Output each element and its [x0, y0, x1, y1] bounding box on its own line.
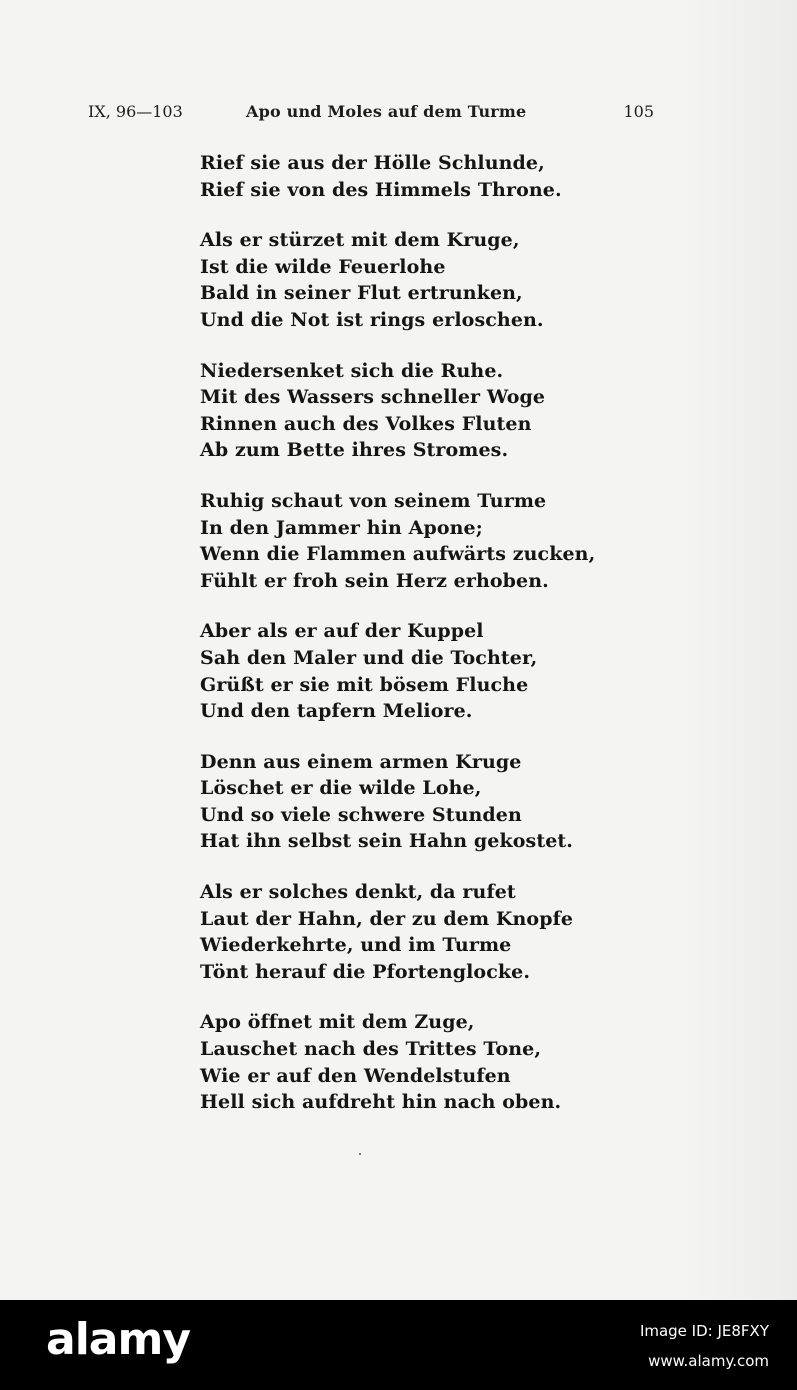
watermark-bar	[0, 1300, 797, 1390]
running-header	[88, 102, 654, 128]
poem-line: Wenn die Flammen aufwärts zucken,	[200, 543, 596, 566]
poem-line: Lauschet nach des Trittes Tone,	[200, 1038, 542, 1061]
poem-line: Rief sie aus der Hölle Schlunde,	[200, 152, 545, 174]
poem-line: Und so viele schwere Stunden	[200, 803, 522, 826]
poem-line: In den Jammer hin Apone;	[200, 516, 483, 539]
poem-line: Niedersenket sich die Ruhe.	[200, 359, 504, 382]
poem-line: Laut der Hahn, der zu dem Knopfe	[200, 907, 574, 930]
page-edge-shading	[677, 0, 797, 1300]
poem-line: Mit des Wassers schneller Woge	[200, 386, 546, 409]
header-title: Apo und Moles auf dem Turme	[246, 102, 527, 121]
poem-line: Und die Not ist rings erloschen.	[200, 308, 544, 331]
poem-line: Ab zum Bette ihres Stromes.	[200, 439, 509, 462]
poem-line: Aber als er auf der Kuppel	[200, 620, 484, 643]
poem-line: Tönt herauf die Pfortenglocke.	[200, 960, 531, 983]
stanza	[200, 1009, 580, 1115]
stanza	[200, 488, 596, 594]
poem-line: Rief sie von des Himmels Throne.	[200, 178, 562, 201]
poem-line: Apo öffnet mit dem Zuge,	[200, 1011, 475, 1034]
page-number: 105	[623, 102, 654, 121]
stanza	[200, 227, 580, 333]
poem-line: Wiederkehrte, und im Turme	[200, 934, 512, 957]
stanza	[200, 879, 580, 985]
poem-line: Hell sich aufdreht hin nach oben.	[200, 1091, 562, 1114]
stanza	[200, 150, 580, 203]
poem-line: Sah den Maler und die Tochter,	[200, 646, 538, 669]
poem-line: Ruhig schaut von seinem Turme	[200, 489, 547, 512]
header-reference: IX, 96—103	[88, 102, 183, 121]
poem-line: Grüßt er sie mit bösem Fluche	[200, 673, 529, 696]
poem-line: Denn aus einem armen Kruge	[200, 750, 522, 773]
poem-body	[200, 150, 596, 1140]
poem-line: Bald in seiner Flut ertrunken,	[200, 282, 523, 305]
poem-line: Löschet er die wilde Lohe,	[200, 777, 482, 800]
stanza	[200, 749, 580, 855]
watermark-logo: alamy	[46, 1314, 190, 1365]
stanza	[200, 358, 580, 464]
poem-line: Hat ihn selbst sein Hahn gekostet.	[200, 830, 573, 853]
watermark-image-id: Image ID: JE8FXY	[639, 1322, 769, 1340]
stanza	[200, 618, 580, 724]
poem-line: Fühlt er froh sein Herz erhoben.	[200, 569, 549, 592]
watermark-url: www.alamy.com	[648, 1352, 769, 1370]
poem-line: Wie er auf den Wendelstufen	[200, 1064, 511, 1087]
poem-line: Als er solches denkt, da rufet	[200, 881, 516, 904]
poem-line: Ist die wilde Feuerlohe	[200, 255, 446, 278]
poem-line: Als er stürzet mit dem Kruge,	[200, 229, 520, 252]
poem-line: Und den tapfern Meliore.	[200, 700, 473, 723]
poem-line: Rinnen auch des Volkes Fluten	[200, 412, 532, 435]
print-speck	[359, 1153, 361, 1155]
